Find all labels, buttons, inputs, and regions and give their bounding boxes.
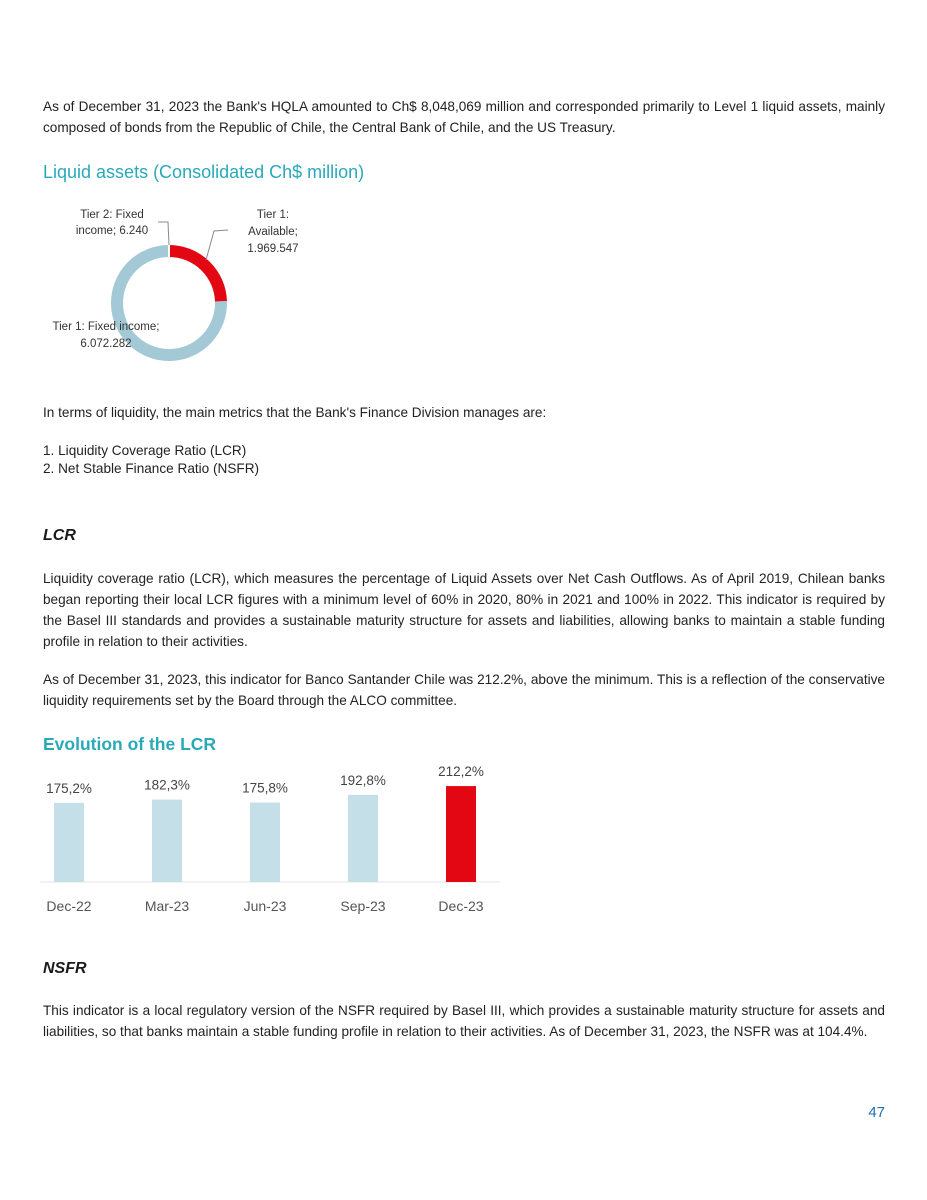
intro-paragraph: As of December 31, 2023 the Bank's HQLA amounted to Ch$ 8,048,069 million and corresponded primarily to Level 1 liquid assets, mainly composed of bonds from the Republic of Chile, the Central Bank of Chile, and the US Treasury. [43,99,885,135]
lcr-value-label-sep-23: 192,8% [340,772,386,788]
tier1-available-label-line2: Available; [248,226,298,238]
lcr-value-label-dec-23: 212,2% [438,764,484,780]
donut-slice-tier-1-available [169,251,221,301]
lcr-bar-jun-23 [250,803,280,882]
lcr-category-label-dec-22: Dec-22 [46,898,92,914]
lcr-paragraph-2: As of December 31, 2023, this indicator for Banco Santander Chile was 212.2%, above the minimum. This is a reflection of the conservative liquidity requirements set by the Board through the ALCO committee. [43,672,885,708]
nsfr-heading: NSFR [43,960,87,977]
lcr-bar-sep-23 [348,795,378,882]
lcr-bar-dec-23 [446,786,476,882]
page-number: 47 [868,1104,885,1121]
lcr-heading: LCR [43,527,76,544]
tier1-available-label-line1: Tier 1: [256,209,290,221]
lcr-chart-title: Evolution of the LCR [43,734,217,754]
tier1-available-leader-line [206,230,228,260]
lcr-value-label-dec-22: 175,2% [46,780,92,796]
lcr-category-label-mar-23: Mar-23 [144,898,190,914]
lcr-bar-dec-22 [54,803,84,882]
tier1-available-label-line3: 1.969.547 [247,243,299,255]
lcr-value-label-mar-23: 182,3% [144,777,190,793]
tier2-label-line1: Tier 2: Fixed [80,209,144,221]
lcr-category-label-sep-23: Sep-23 [340,898,386,914]
tier2-leader-line [158,222,169,245]
lcr-paragraph-1: Liquidity coverage ratio (LCR), which measures the percentage of Liquid Assets over Net Cash Outflows. As of April 2019, Chilean banks began reporting their local LCR figures with a minimum level of 60% in 2020, 80% in 2021 and 100% in 2022. This indicator is required by the Basel III standards and provides a sustainable maturity structure for assets and liabilities, allowing banks to maintain a stable funding profile in relation to their activities. [43,571,885,649]
metric-item-nsfr: 2. Net Stable Finance Ratio (NSFR) [43,461,260,476]
lcr-bar-mar-23 [152,800,182,882]
lcr-value-label-jun-23: 175,8% [242,780,288,796]
liquid-assets-donut-chart [30,195,330,375]
lcr-category-label-jun-23: Jun-23 [243,898,287,914]
lcr-bar-chart [30,756,510,926]
tier1-fixed-label-line2: 6.072.282 [80,338,132,350]
tier2-label-line2: income; 6.240 [75,225,149,237]
lcr-category-label-dec-23: Dec-23 [438,898,484,914]
nsfr-paragraph: This indicator is a local regulatory version of the NSFR required by Basel III, which provides a sustainable maturity structure for assets and liabilities, so that banks maintain a stable funding profile in relation to their activities. As of December 31, 2023, the NSFR was at 104.4%. [43,1003,885,1039]
liquid-assets-title: Liquid assets (Consolidated Ch$ million) [43,162,365,182]
tier1-fixed-label-line1: Tier 1: Fixed income; [52,321,160,333]
metric-item-lcr: 1. Liquidity Coverage Ratio (LCR) [43,443,247,458]
metrics-intro: In terms of liquidity, the main metrics that the Bank's Finance Division manages are: [43,405,547,420]
